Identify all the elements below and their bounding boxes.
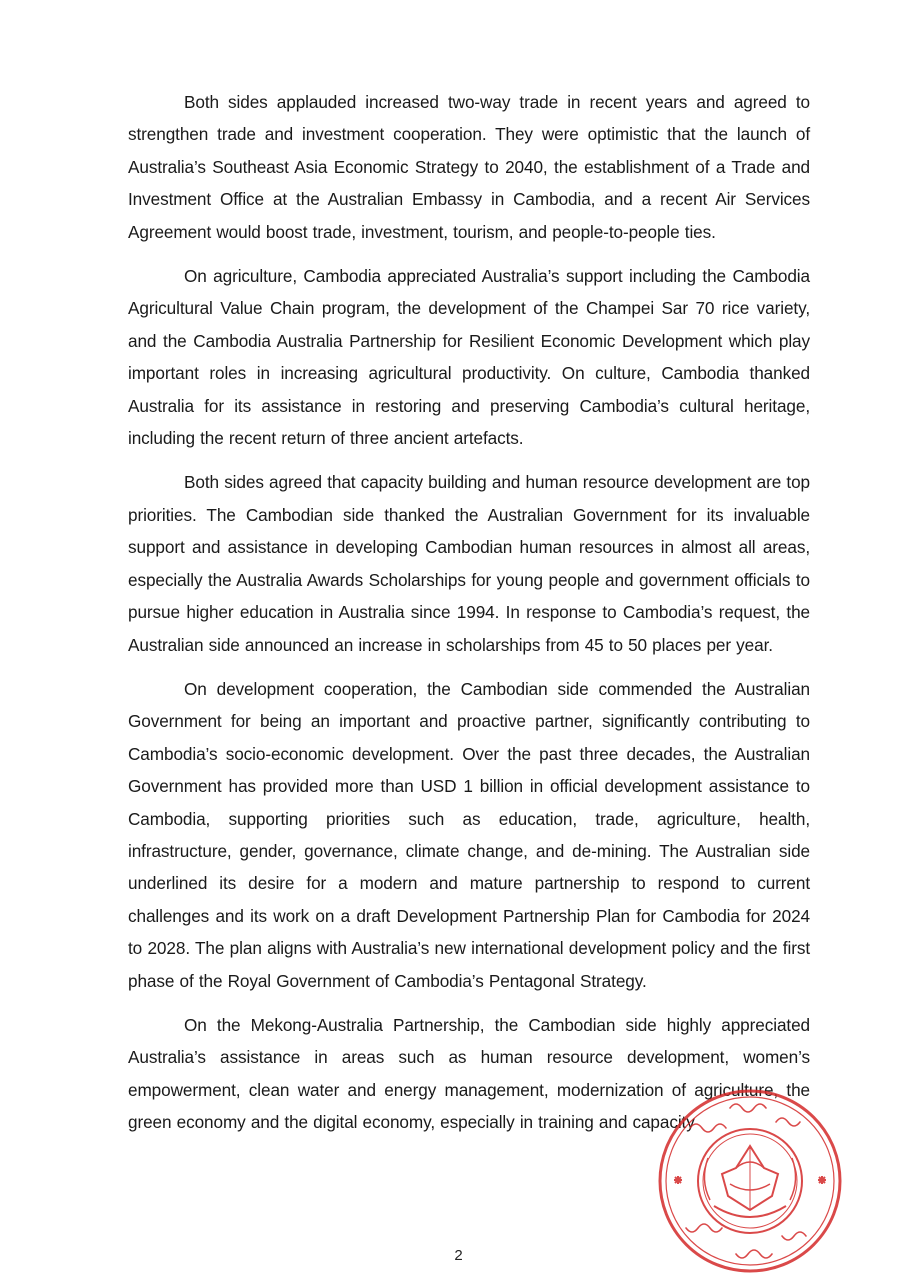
paragraph-capacity-building: Both sides agreed that capacity building and human resource development are top priorities. The Cambodian side thanked the Australian Government for its invaluable support and assistance in developing Cambodian human resources in almost all areas, especially the Australia Awards Scholarships for young people and government officials to pursue higher education in Australia since 1994. In response to Cambodia’s request, the Australian side announced an increase in scholarships from 45 to 50 places per year. (128, 472, 810, 655)
paragraph-development-cooperation: On development cooperation, the Cambodian side commended the Australian Government for being an important and proactive partner, significantly contributing to Cambodia’s socio-economic development. Over the past three decades, the Australian Government has provided more than USD 1 billion in official development assistance to Cambodia, supporting priorities such as education, trade, agriculture, health, infrastructure, gender, governance, climate change, and de-mining. The Australian side underlined its desire for a modern and mature partnership to respond to current challenges and its work on a draft Development Partnership Plan for Cambodia for 2024 to 2028. The plan aligns with Australia’s new international development policy and the first phase of the Royal Government of Cambodia’s Pentagonal Strategy. (128, 678, 810, 991)
paragraph-trade: Both sides applauded increased two-way trade in recent years and agreed to strengthen trade and investment cooperation. They were optimistic that the launch of Australia’s Southeast Asia Economic Strategy to 2040, the establishment of a Trade and Investment Office at the Australian Embassy in Cambodia, and a recent Air Services Agreement would boost trade, investment, tourism, and people-to-people ties. (128, 92, 810, 242)
document-body (128, 86, 810, 1151)
paragraph-agriculture: On agriculture, Cambodia appreciated Australia’s support including the Cambodia Agricultural Value Chain program, the development of the Champei Sar 70 rice variety, and the Cambodia Australia Partnership for Resilient Economic Development which play important roles in increasing agricultural productivity. On culture, Cambodia thanked Australia for its assistance in restoring and preserving Cambodia’s cultural heritage, including the recent return of three ancient artefacts. (128, 266, 810, 449)
paragraph-mekong-australia: On the Mekong-Australia Partnership, the Cambodian side highly appreciated Australia’s assistance in areas such as human resource development, women’s empowerment, clean water and energy management, modernization of agriculture, the green economy and the digital economy, especially in training and capacity (128, 1014, 810, 1133)
page-number: 2 (454, 1247, 463, 1264)
